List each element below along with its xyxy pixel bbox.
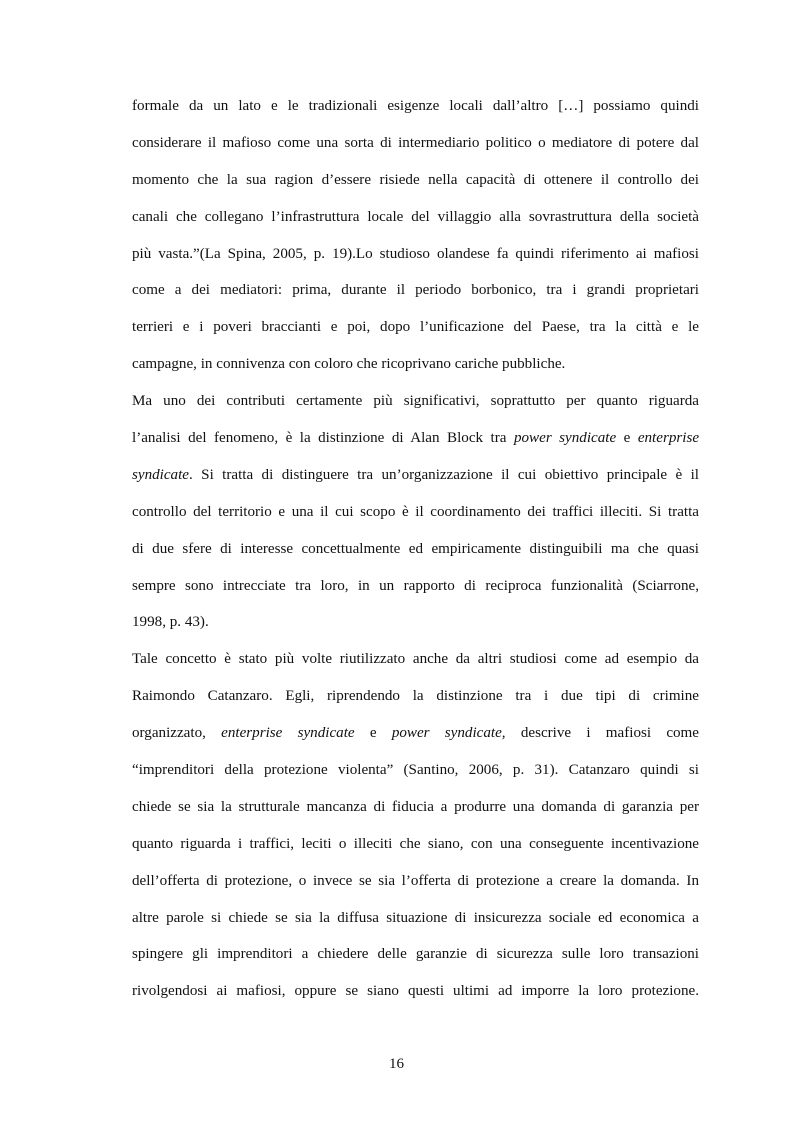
text-line [132, 162, 699, 199]
text-line [132, 309, 699, 346]
text-line [132, 125, 699, 162]
text-line [132, 88, 699, 125]
italic-term: power syndicate [513, 430, 617, 447]
text-segment: sempre sono intrecciate tra loro, in un rapporto di reciproca funzionalità (Sciarrone, [132, 577, 699, 594]
text-line [132, 236, 699, 273]
text-segment: come a dei mediatori: prima, durante il periodo borbonico, tra i grandi proprietari [132, 282, 699, 299]
text-line [132, 420, 699, 457]
text-line [132, 531, 699, 568]
text-segment: campagne, in connivenza con coloro che ricoprivano cariche pubbliche. [132, 356, 566, 373]
text-line [132, 678, 699, 715]
text-line [132, 900, 699, 937]
text-segment: dell’offerta di protezione, o invece se sia l’offerta di protezione a creare la domanda. In [132, 872, 699, 889]
text-segment: quanto riguarda i traffici, leciti o illeciti che siano, con una conseguente incentivazione [132, 835, 699, 852]
text-line [132, 199, 699, 236]
text-line [132, 936, 699, 973]
text-segment: Tale concetto è stato più volte riutilizzato anche da altri studiosi come ad esempio da [132, 651, 699, 668]
text-line [132, 826, 699, 863]
text-segment: organizzato, [132, 725, 222, 742]
text-segment: l’analisi del fenomeno, è la distinzione di Alan Block tra [132, 430, 514, 447]
text-line [132, 604, 699, 641]
text-line [132, 383, 699, 420]
text-segment: Raimondo Catanzaro. Egli, riprendendo la distinzione tra i due tipi di crimine [132, 688, 699, 705]
text-segment: . Si tratta di distinguere tra un’organizzazione il cui obiettivo principale è il [189, 466, 699, 483]
text-segment: controllo del territorio e una il cui scopo è il coordinamento dei traffici illeciti. Si tratta [132, 503, 699, 520]
text-line [132, 973, 699, 1010]
text-segment: e [354, 725, 392, 742]
text-segment: momento che la sua ragion d’essere risiede nella capacità di ottenere il controllo dei [132, 171, 699, 188]
page-number: 16 [388, 1056, 405, 1072]
text-line [132, 494, 699, 531]
text-segment: “imprenditori della protezione violenta” (Santino, 2006, p. 31). Catanzaro quindi si [132, 762, 699, 779]
text-segment: e [616, 430, 638, 447]
text-segment: considerare il mafioso come una sorta di intermediario politico o mediatore di potere dal [132, 134, 699, 151]
text-segment: altre parole si chiede se sia la diffusa situazione di insicurezza sociale ed economica a [132, 909, 699, 926]
text-segment: descrive i mafiosi come [505, 725, 699, 742]
italic-term: power syndicate, [391, 725, 506, 742]
text-segment: terrieri e i poveri braccianti e poi, dopo l’unificazione del Paese, tra la città e le [132, 319, 699, 336]
text-segment: chiede se sia la strutturale mancanza di fiducia a produrre una domanda di garanzia per [132, 798, 699, 815]
text-segment: formale da un lato e le tradizionali esigenze locali dall’altro […] possiamo quindi [132, 98, 699, 114]
italic-term: enterprise syndicate [221, 725, 355, 742]
text-segment: spingere gli imprenditori a chiedere delle garanzie di sicurezza sulle loro transazioni [132, 946, 699, 963]
text-segment: 1998, p. 43). [132, 614, 209, 631]
text-line [132, 346, 699, 383]
text-line [132, 272, 699, 309]
text-line [132, 641, 699, 678]
italic-term: syndicate [132, 466, 189, 483]
text-segment: più vasta.”(La Spina, 2005, p. 19).Lo studioso olandese fa quindi riferimento ai mafiosi [132, 245, 699, 262]
text-line [132, 715, 699, 752]
text-segment: canali che collegano l’infrastruttura locale del villaggio alla sovrastruttura della società [132, 208, 699, 225]
text-line [132, 457, 699, 494]
text-segment: Ma uno dei contributi certamente più significativi, soprattutto per quanto riguarda [132, 393, 699, 410]
text-segment: rivolgendosi ai mafiosi, oppure se siano questi ultimi ad imporre la loro protezione. [132, 983, 699, 1000]
text-line [132, 789, 699, 826]
text-line [132, 863, 699, 900]
italic-term: enterprise [637, 430, 700, 447]
text-line [132, 568, 699, 605]
text-segment: di due sfere di interesse concettualmente ed empiricamente distinguibili ma che quasi [132, 540, 699, 557]
text-line [132, 752, 699, 789]
body-text [132, 88, 699, 1010]
